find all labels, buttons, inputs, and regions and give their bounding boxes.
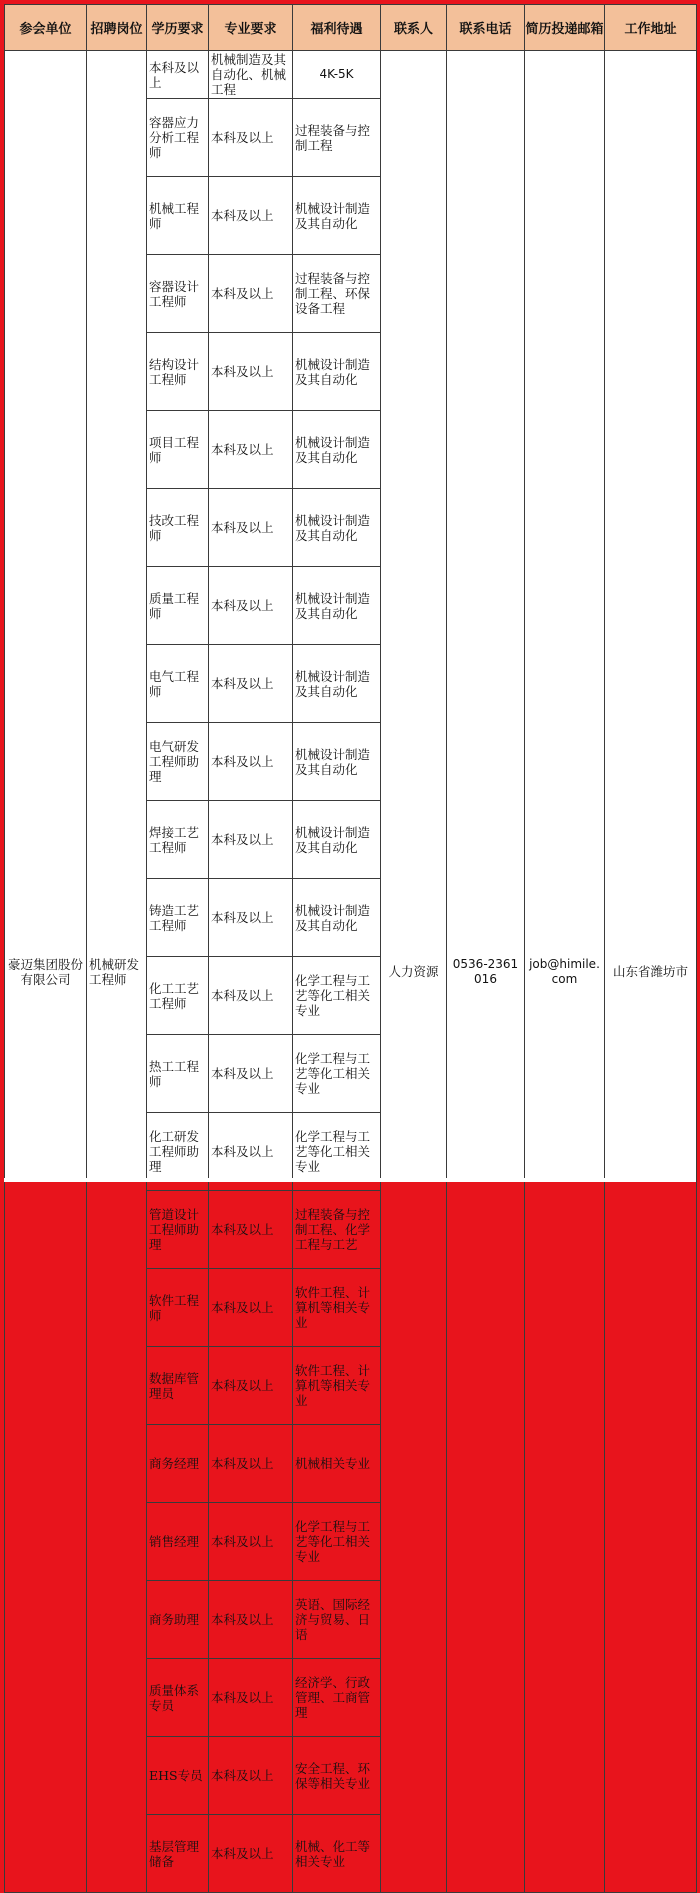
major-cell: 化学工程与工艺等化工相关专业 [293,957,381,1035]
major-cell: 过程装备与控制工程、环保设备工程 [293,255,381,333]
header-education: 学历要求 [147,5,209,51]
education-cell: 本科及以上 [209,1269,293,1347]
position-cell: 软件工程师 [147,1269,209,1347]
major-cell: 安全工程、环保等相关专业 [293,1737,381,1815]
major-cell: 机械、化工等相关专业 [293,1815,381,1893]
major-cell: 过程装备与控制工程、化学工程与工艺 [293,1191,381,1269]
education-cell: 本科及以上 [209,1347,293,1425]
position-cell: 商务助理 [147,1581,209,1659]
position-cell: 铸造工艺工程师 [147,879,209,957]
education-cell: 本科及以上 [209,333,293,411]
major-cell: 机械制造及其自动化、机械工程 [209,51,293,99]
header-phone: 联系电话 [447,5,525,51]
position-cell: 电气工程师 [147,645,209,723]
position-cell: 销售经理 [147,1503,209,1581]
major-cell: 过程装备与控制工程 [293,99,381,177]
education-cell: 本科及以上 [209,1035,293,1113]
position-cell: 商务经理 [147,1425,209,1503]
education-cell: 本科及以上 [209,1503,293,1581]
position-cell: 数据库管理员 [147,1347,209,1425]
education-cell: 本科及以上 [209,879,293,957]
header-row [5,5,697,51]
position-cell: 容器设计工程师 [147,255,209,333]
position-cell: 结构设计工程师 [147,333,209,411]
major-cell: 化学工程与工艺等化工相关专业 [293,1503,381,1581]
header-position: 招聘岗位 [87,5,147,51]
position-cell: 电气研发工程师助理 [147,723,209,801]
education-cell: 本科及以上 [209,567,293,645]
education-cell: 本科及以上 [209,411,293,489]
header-major: 专业要求 [209,5,293,51]
recruitment-sheet [4,4,696,1869]
header-address: 工作地址 [605,5,697,51]
education-cell: 本科及以上 [209,1191,293,1269]
education-cell: 本科及以上 [209,1113,293,1191]
education-cell: 本科及以上 [209,801,293,879]
education-cell: 本科及以上 [209,1737,293,1815]
education-cell: 本科及以上 [209,1659,293,1737]
education-cell: 本科及以上 [209,99,293,177]
position-cell: 质量工程师 [147,567,209,645]
table-body [5,51,697,1893]
position-cell: 基层管理储备 [147,1815,209,1893]
education-cell: 本科及以上 [209,645,293,723]
position-cell: 化工工艺工程师 [147,957,209,1035]
education-cell: 本科及以上 [209,255,293,333]
header-salary: 福利待遇 [293,5,381,51]
position-cell: 管道设计工程师助理 [147,1191,209,1269]
position-cell: 焊接工艺工程师 [147,801,209,879]
position-cell: 项目工程师 [147,411,209,489]
position-cell: 质量体系专员 [147,1659,209,1737]
education-cell: 本科及以上 [147,51,209,99]
address-cell: 山东省潍坊市 [605,51,697,1893]
major-cell: 机械设计制造及其自动化 [293,645,381,723]
major-cell: 机械设计制造及其自动化 [293,177,381,255]
major-cell: 软件工程、计算机等相关专业 [293,1347,381,1425]
table-row [5,51,697,99]
major-cell: 英语、国际经济与贸易、日语 [293,1581,381,1659]
position-cell: EHS专员 [147,1737,209,1815]
position-cell: 机械研发工程师 [87,51,147,1893]
major-cell: 化学工程与工艺等化工相关专业 [293,1035,381,1113]
major-cell: 经济学、行政管理、工商管理 [293,1659,381,1737]
footer-strip [4,1178,696,1182]
position-cell: 机械工程师 [147,177,209,255]
education-cell: 本科及以上 [209,1815,293,1893]
header-email: 简历投递邮箱 [525,5,605,51]
salary-cell: 4K-5K [293,51,381,99]
position-cell: 容器应力分析工程师 [147,99,209,177]
major-cell: 机械设计制造及其自动化 [293,333,381,411]
major-cell: 软件工程、计算机等相关专业 [293,1269,381,1347]
major-cell: 机械设计制造及其自动化 [293,567,381,645]
major-cell: 机械设计制造及其自动化 [293,489,381,567]
position-cell: 热工工程师 [147,1035,209,1113]
education-cell: 本科及以上 [209,1425,293,1503]
header-company: 参会单位 [5,5,87,51]
education-cell: 本科及以上 [209,1581,293,1659]
company-name: 豪迈集团股份有限公司 [5,51,87,1893]
position-cell: 化工研发工程师助理 [147,1113,209,1191]
education-cell: 本科及以上 [209,177,293,255]
major-cell: 机械设计制造及其自动化 [293,879,381,957]
education-cell: 本科及以上 [209,723,293,801]
header-contact: 联系人 [381,5,447,51]
major-cell: 机械设计制造及其自动化 [293,723,381,801]
major-cell: 机械设计制造及其自动化 [293,411,381,489]
contact-cell: 人力资源 [381,51,447,1893]
recruitment-table [4,4,697,1893]
position-cell: 技改工程师 [147,489,209,567]
phone-cell: 0536-2361016 [447,51,525,1893]
major-cell: 化学工程与工艺等化工相关专业 [293,1113,381,1191]
education-cell: 本科及以上 [209,957,293,1035]
email-cell: job@himile.com [525,51,605,1893]
major-cell: 机械设计制造及其自动化 [293,801,381,879]
education-cell: 本科及以上 [209,489,293,567]
major-cell: 机械相关专业 [293,1425,381,1503]
